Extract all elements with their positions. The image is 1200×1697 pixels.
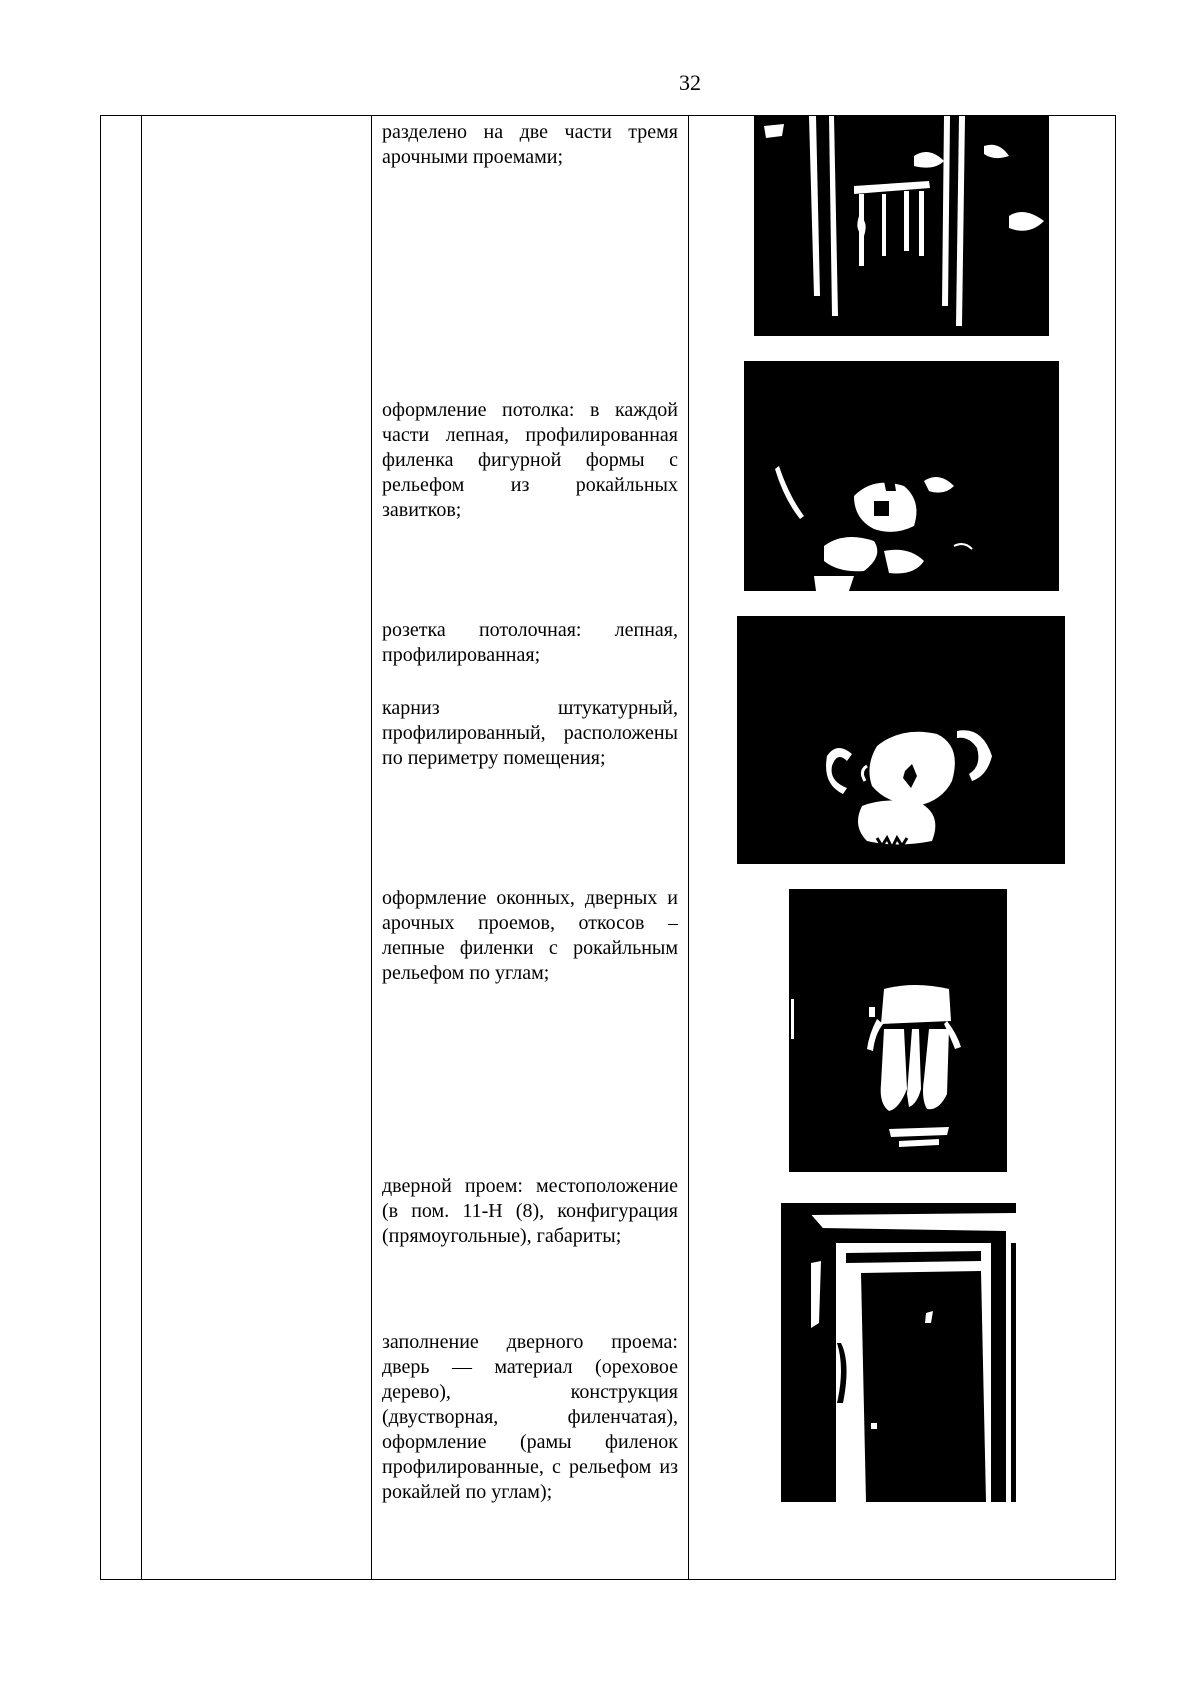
page-number: 32 xyxy=(679,70,701,95)
table-row xyxy=(101,116,1116,1580)
photo-ceiling-panel xyxy=(744,361,1059,591)
paragraph-openings: оформление оконных, дверных и арочных проемов, откосов – лепные филенки с рокайльным рельефом по углам; xyxy=(382,887,678,984)
photo-door xyxy=(781,1203,1016,1502)
photo-window xyxy=(789,889,1007,1172)
name-cell xyxy=(142,116,372,1580)
number-cell xyxy=(101,116,142,1580)
paragraph-doorway: дверной проем: местоположение (в пом. 11-Н (8), конфигурация (прямоугольные), габариты; xyxy=(382,1175,678,1247)
paragraph-rosette: розетка потолочная: лепная, профилированная; xyxy=(382,619,678,666)
description-cell xyxy=(372,116,689,1580)
paragraph-arches: разделено на две части тремя арочными проемами; xyxy=(382,121,678,168)
photo-rosette xyxy=(737,616,1065,864)
paragraph-cornice: карниз штукатурный, профилированный, расположены по периметру помещения; xyxy=(382,697,678,769)
photo-cell xyxy=(689,116,1116,1580)
document-table xyxy=(100,115,1116,1580)
photo-arches xyxy=(754,116,1049,336)
paragraph-door-fill: заполнение дверного проема: дверь — материал (ореховое дерево), конструкция (двустворная, филенчатая), оформление (рамы филенок профилированные, с рельефом из рокайлей по углам); xyxy=(382,1331,678,1503)
paragraph-ceiling: оформление потолка: в каждой части лепная, профилированная филенка фигурной формы с рельефом из рокайльных завитков; xyxy=(382,399,678,521)
